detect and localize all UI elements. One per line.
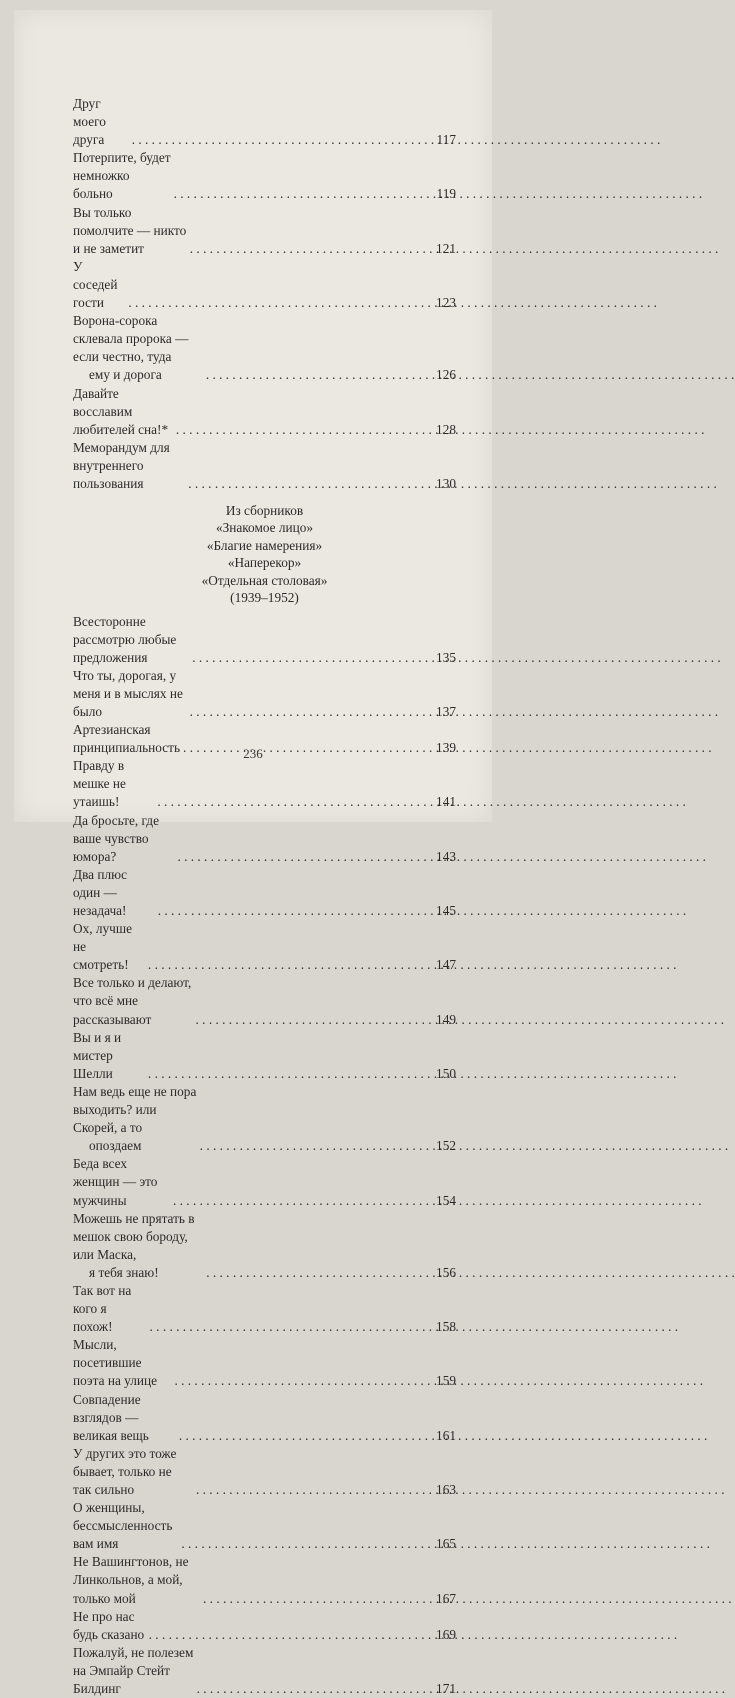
toc-leader-dots — [200, 1137, 431, 1155]
toc-leader-dots — [196, 1011, 431, 1029]
toc-entry-page: 117 — [436, 132, 456, 148]
toc-entry-page: 154 — [436, 1192, 456, 1208]
page-number: 236 — [243, 746, 263, 761]
toc-leader-dots — [188, 475, 431, 493]
toc-entry-title: Артезианская принципиальность — [73, 722, 181, 756]
toc-entry — [73, 1336, 456, 1390]
toc-entry-title: Так вот на кого я похож! — [73, 1282, 132, 1335]
toc-entry — [73, 439, 456, 493]
toc-entry-page: 163 — [436, 1482, 456, 1497]
toc-leader-dots — [177, 848, 431, 866]
toc-entry-page: 147 — [436, 957, 456, 973]
toc-entry-title: Мысли, посетившие поэта на улице — [73, 1337, 158, 1389]
table-of-contents — [73, 95, 456, 1698]
toc-leader-dots — [128, 294, 431, 312]
toc-entry-title: Правду в мешке не утаишь! — [73, 758, 126, 810]
toc-entry-title-line1: Нам ведь еще не пора выходить? или Скорей, а то — [73, 1083, 197, 1136]
toc-entry-page: 141 — [436, 794, 456, 810]
toc-leader-dots — [197, 1680, 431, 1698]
section-heading-line: «Наперекор» — [227, 555, 302, 571]
book-page — [14, 10, 492, 1697]
toc-entry-title: Два плюс один — незадача! — [73, 866, 127, 918]
toc-entry-page: 152 — [436, 1138, 456, 1154]
toc-entry — [73, 866, 456, 920]
toc-entry — [73, 1282, 456, 1336]
toc-leader-dots — [196, 1481, 431, 1499]
toc-entry-title: Вы только помолчите — никто и не заметит — [73, 204, 187, 256]
toc-entry — [73, 1083, 456, 1155]
toc-entry-title: О женщины, бессмысленность вам имя — [73, 1500, 173, 1552]
toc-entry-title: Да бросьте, где ваше чувство юмора? — [73, 812, 159, 864]
toc-entry — [73, 149, 456, 203]
toc-leader-dots — [206, 366, 431, 384]
toc-leader-dots — [132, 131, 431, 149]
toc-entry-title: Друг моего друга — [73, 96, 106, 148]
toc-leader-dots — [150, 1318, 431, 1336]
toc-entry — [73, 95, 456, 149]
toc-entry-title: Все только и делают, что всё мне рассказывают — [73, 975, 192, 1027]
toc-entry — [73, 667, 456, 721]
toc-entry-page: 139 — [436, 740, 456, 756]
toc-entry — [73, 1029, 456, 1083]
toc-entry-page: 128 — [436, 421, 456, 437]
toc-entry-title — [73, 1210, 203, 1282]
toc-entry — [73, 757, 456, 811]
toc-entry — [73, 1608, 456, 1644]
toc-entry-title: Давайте восславим любителей сна!* — [73, 385, 169, 437]
toc-leader-dots — [173, 1192, 431, 1210]
toc-leader-dots — [148, 1065, 431, 1083]
toc-entry-title: Беда всех женщин — это мужчины — [73, 1156, 158, 1208]
toc-entry — [73, 1155, 456, 1209]
toc-entry-title: Не Вашингтонов, не Линкольнов, а мой, только мой — [73, 1554, 189, 1606]
toc-entry-title: Всесторонне рассмотрю любые предложения — [73, 613, 177, 665]
toc-entry — [73, 1210, 456, 1282]
toc-leader-dots — [149, 1626, 431, 1644]
toc-entry-page: 159 — [436, 1373, 456, 1389]
toc-entry — [73, 312, 456, 384]
toc-entry-page: 161 — [436, 1427, 456, 1443]
toc-leader-dots — [190, 703, 431, 721]
toc-leader-dots — [206, 1264, 431, 1282]
toc-entry-title-line2: опоздаем — [89, 1138, 142, 1154]
toc-leader-dots — [174, 1372, 431, 1390]
toc-entry-title — [73, 312, 203, 384]
toc-entry-title-line2: я тебя знаю! — [89, 1264, 159, 1280]
toc-entry-title-line1: Можешь не прятать в мешок свою бороду, или Маска, — [73, 1210, 195, 1262]
toc-leader-dots — [148, 956, 431, 974]
toc-entry-page: 145 — [436, 903, 456, 918]
toc-entry-title-line1: Ворона-сорока склевала пророка — если честно, туда — [73, 313, 189, 365]
toc-entry-title: Совпадение взглядов — великая вещь — [73, 1391, 149, 1443]
toc-entry-title: У соседей гости — [73, 258, 118, 311]
toc-entry-page: 150 — [436, 1065, 456, 1081]
section-heading — [73, 502, 456, 606]
toc-entry — [73, 204, 456, 258]
toc-entry — [73, 613, 456, 667]
toc-entry-page: 169 — [436, 1626, 456, 1642]
toc-entry-title: Ох, лучше не смотреть! — [73, 921, 133, 973]
toc-leader-dots — [190, 240, 431, 258]
toc-entry-page: 156 — [436, 1264, 456, 1280]
toc-entry — [73, 258, 456, 312]
toc-leader-dots — [192, 649, 431, 667]
toc-leader-dots — [179, 1427, 431, 1445]
toc-entry — [73, 974, 456, 1028]
section-heading-line: «Благие намерения» — [206, 537, 323, 553]
toc-entry-page: 165 — [436, 1536, 456, 1552]
toc-leader-dots — [176, 421, 431, 439]
toc-leader-dots — [158, 902, 431, 920]
section-heading-line: (1939–1952) — [230, 590, 299, 606]
toc-entry-title: Что ты, дорогая, у меня и в мыслях не было — [73, 667, 183, 719]
toc-entry-page: 119 — [436, 186, 456, 202]
toc-entry-page: 158 — [436, 1319, 456, 1335]
toc-entry-page: 135 — [436, 649, 456, 665]
toc-entry — [73, 920, 456, 974]
toc-entry-page: 167 — [436, 1590, 456, 1606]
section-heading-line: «Знакомое лицо» — [215, 520, 314, 536]
toc-entry-title: Потерпите, будет немножко больно — [73, 150, 171, 202]
toc-entry-title: Не про нас будь сказано — [73, 1608, 145, 1642]
toc-entry-title: У других это тоже бывает, только не так сильно — [73, 1445, 177, 1497]
toc-entry-page: 126 — [436, 367, 456, 383]
toc-entry-page: 121 — [436, 240, 456, 256]
toc-entry — [73, 385, 456, 439]
toc-entry-page: 130 — [436, 475, 456, 491]
toc-entry-page: 171 — [436, 1681, 456, 1697]
toc-entry-title — [73, 1083, 197, 1155]
toc-entry-title: Пожалуй, не полезем на Эмпайр Стейт Билдинг — [73, 1644, 194, 1697]
section-heading-line: Из сборников — [225, 503, 304, 519]
toc-leader-dots — [157, 793, 431, 811]
toc-entry-page: 137 — [436, 703, 456, 719]
toc-entry-title: Меморандум для внутреннего пользования — [73, 439, 170, 491]
toc-entry-page: 149 — [436, 1011, 456, 1027]
toc-leader-dots — [181, 1535, 431, 1553]
toc-leader-dots — [203, 1590, 431, 1608]
toc-entry — [73, 1553, 456, 1607]
toc-entry — [73, 1391, 456, 1445]
toc-entry — [73, 812, 456, 866]
toc-entry-page: 143 — [436, 848, 456, 864]
section-heading-line: «Отдельная столовая» — [201, 572, 328, 588]
toc-entry-page: 123 — [436, 295, 456, 311]
toc-leader-dots — [174, 185, 431, 203]
toc-entry — [73, 1499, 456, 1553]
toc-entry-title-line2: ему и дорога — [89, 367, 162, 383]
toc-entry — [73, 1445, 456, 1499]
toc-entry-title: Вы и я и мистер Шелли — [73, 1029, 122, 1081]
toc-entry — [73, 1644, 456, 1698]
